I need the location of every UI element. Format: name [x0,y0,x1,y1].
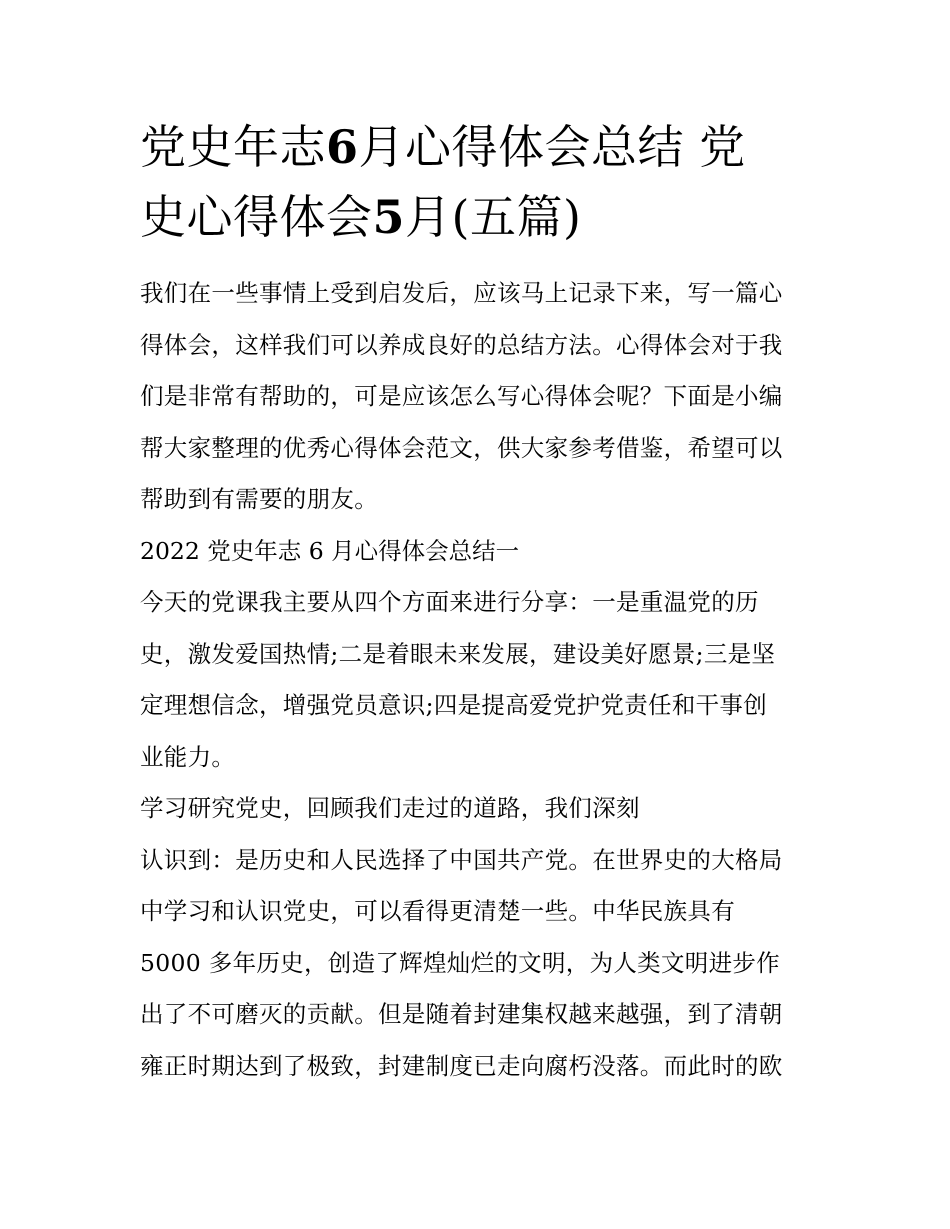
text-line: 定理想信念，增强党员意识;四是提高爱党护党责任和干事创 [140,691,768,719]
body-paragraph-2 [140,783,820,1092]
text-line: 帮大家整理的优秀心得体会范文，供大家参考借鉴，希望可以 [140,433,783,462]
text-line: 认识到：是历史和人民选择了中国共产党。在世界史的大格局 [140,845,783,874]
text-line: 中学习和认识党史，可以看得更清楚一些。中华民族具有 [140,897,735,925]
title-text: 月心得体会总结 党 [358,120,746,174]
text-line: 今天的党课我主要从四个方面来进行分享：一是重温党的历 [140,588,759,616]
section-heading [140,526,820,578]
text-line: 雍正时期达到了极致，封建制度已走向腐朽没落。而此时的欧 [140,1051,783,1080]
section-heading-text: 2022 党史年志 6 月心得体会总结一 [140,536,520,565]
document-title [140,112,820,252]
document-page [140,112,820,1092]
text-line: 出了不可磨灭的贡献。但是随着封建集权越来越强，到了清朝 [140,1000,783,1028]
text-line: 们是非常有帮助的，可是应该怎么写心得体会呢？下面是小编 [140,382,783,410]
intro-paragraph [140,268,820,526]
text-line: 5000 多年历史，创造了辉煌灿烂的文明，为人类文明进步作 [140,948,780,977]
title-number: 6 [326,120,359,174]
title-text: 月(五篇) [405,190,582,244]
title-line-2 [140,182,820,252]
text-line: 学习研究党史，回顾我们走过的道路，我们深刻 [140,794,640,822]
body-paragraph-1 [140,577,820,783]
text-line: 我们在一些事情上受到启发后，应该马上记录下来，写一篇心 [140,279,783,307]
title-text: 史心得体会 [140,190,373,244]
title-line-1 [140,112,820,182]
text-line: 业能力。 [140,742,236,771]
title-number: 5 [372,190,406,244]
text-line: 史，激发爱国热情;二是着眼未来发展，建设美好愿景;三是坚 [140,639,776,668]
title-text: 党史年志 [140,120,326,174]
text-line: 得体会，这样我们可以养成良好的总结方法。心得体会对于我 [140,330,783,359]
text-line: 帮助到有需要的朋友。 [140,485,378,513]
